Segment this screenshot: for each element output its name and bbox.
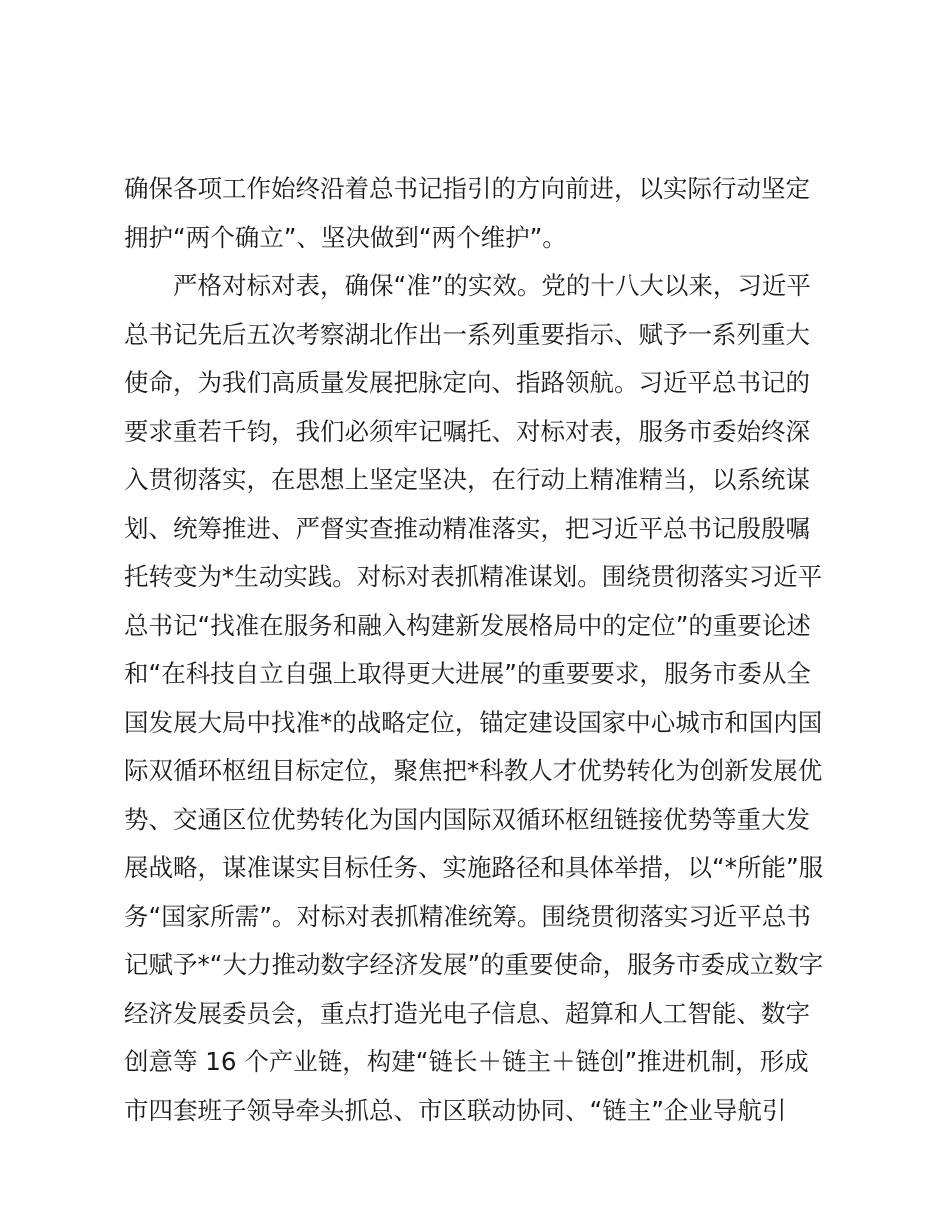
text-line: 务“国家所需”。对标对表抓精准统筹。围绕贯彻落实习近平总书 xyxy=(124,901,811,931)
paragraph-first-line: 严格对标对表，确保“准”的实效。党的十八大以来，习近平 xyxy=(173,271,811,300)
text-line: 创意等 16 个产业链，构建“链长＋链主＋链创”推进机制，形成 xyxy=(124,1047,809,1076)
text-line: 市四套班子领导牵头抓总、市区联动协同、“链主”企业导航引 xyxy=(124,1095,787,1125)
text-line: 国发展大局中找准*的战略定位，锚定建设国家中心城市和国内国 xyxy=(124,707,823,737)
text-line: 总书记“找准在服务和融入构建新发展格局中的定位”的重要论述 xyxy=(124,610,811,640)
text-line: 入贯彻落实，在思想上坚定坚决，在行动上精准精当，以系统谋 xyxy=(124,465,810,494)
text-line: 势、交通区位优势转化为国内国际双循环枢纽链接优势等重大发 xyxy=(124,804,810,834)
text-line: 拥护“两个确立”、坚决做到“两个维护”。 xyxy=(124,222,567,252)
text-line: 记赋予*“大力推动数字经济发展”的重要使命，服务市委成立数字 xyxy=(124,950,824,979)
text-line: 托转变为*生动实践。对标对表抓精准谋划。围绕贯彻落实习近平 xyxy=(124,562,823,591)
text-line: 要求重若千钧，我们必须牢记嘱托、对标对表，服务市委始终深 xyxy=(124,416,810,446)
text-line: 和“在科技自立自强上取得更大进展”的重要要求，服务市委从全 xyxy=(124,659,811,688)
text-line: 展战略，谋准谋实目标任务、实施路径和具体举措，以“*所能”服 xyxy=(124,853,824,882)
text-line: 经济发展委员会，重点打造光电子信息、超算和人工智能、数字 xyxy=(124,998,810,1028)
text-line: 总书记先后五次考察湖北作出一系列重要指示、赋予一系列重大 xyxy=(124,319,810,349)
text-line: 使命，为我们高质量发展把脉定向、指路领航。习近平总书记的 xyxy=(124,368,810,397)
text-line: 划、统筹推进、严督实查推动精准落实，把习近平总书记殷殷嘱 xyxy=(124,513,810,543)
text-line: 际双循环枢纽目标定位，聚焦把*科教人才优势转化为创新发展优 xyxy=(124,756,823,785)
text-line: 确保各项工作始终沿着总书记指引的方向前进，以实际行动坚定 xyxy=(124,174,810,203)
body-text xyxy=(124,165,834,1135)
